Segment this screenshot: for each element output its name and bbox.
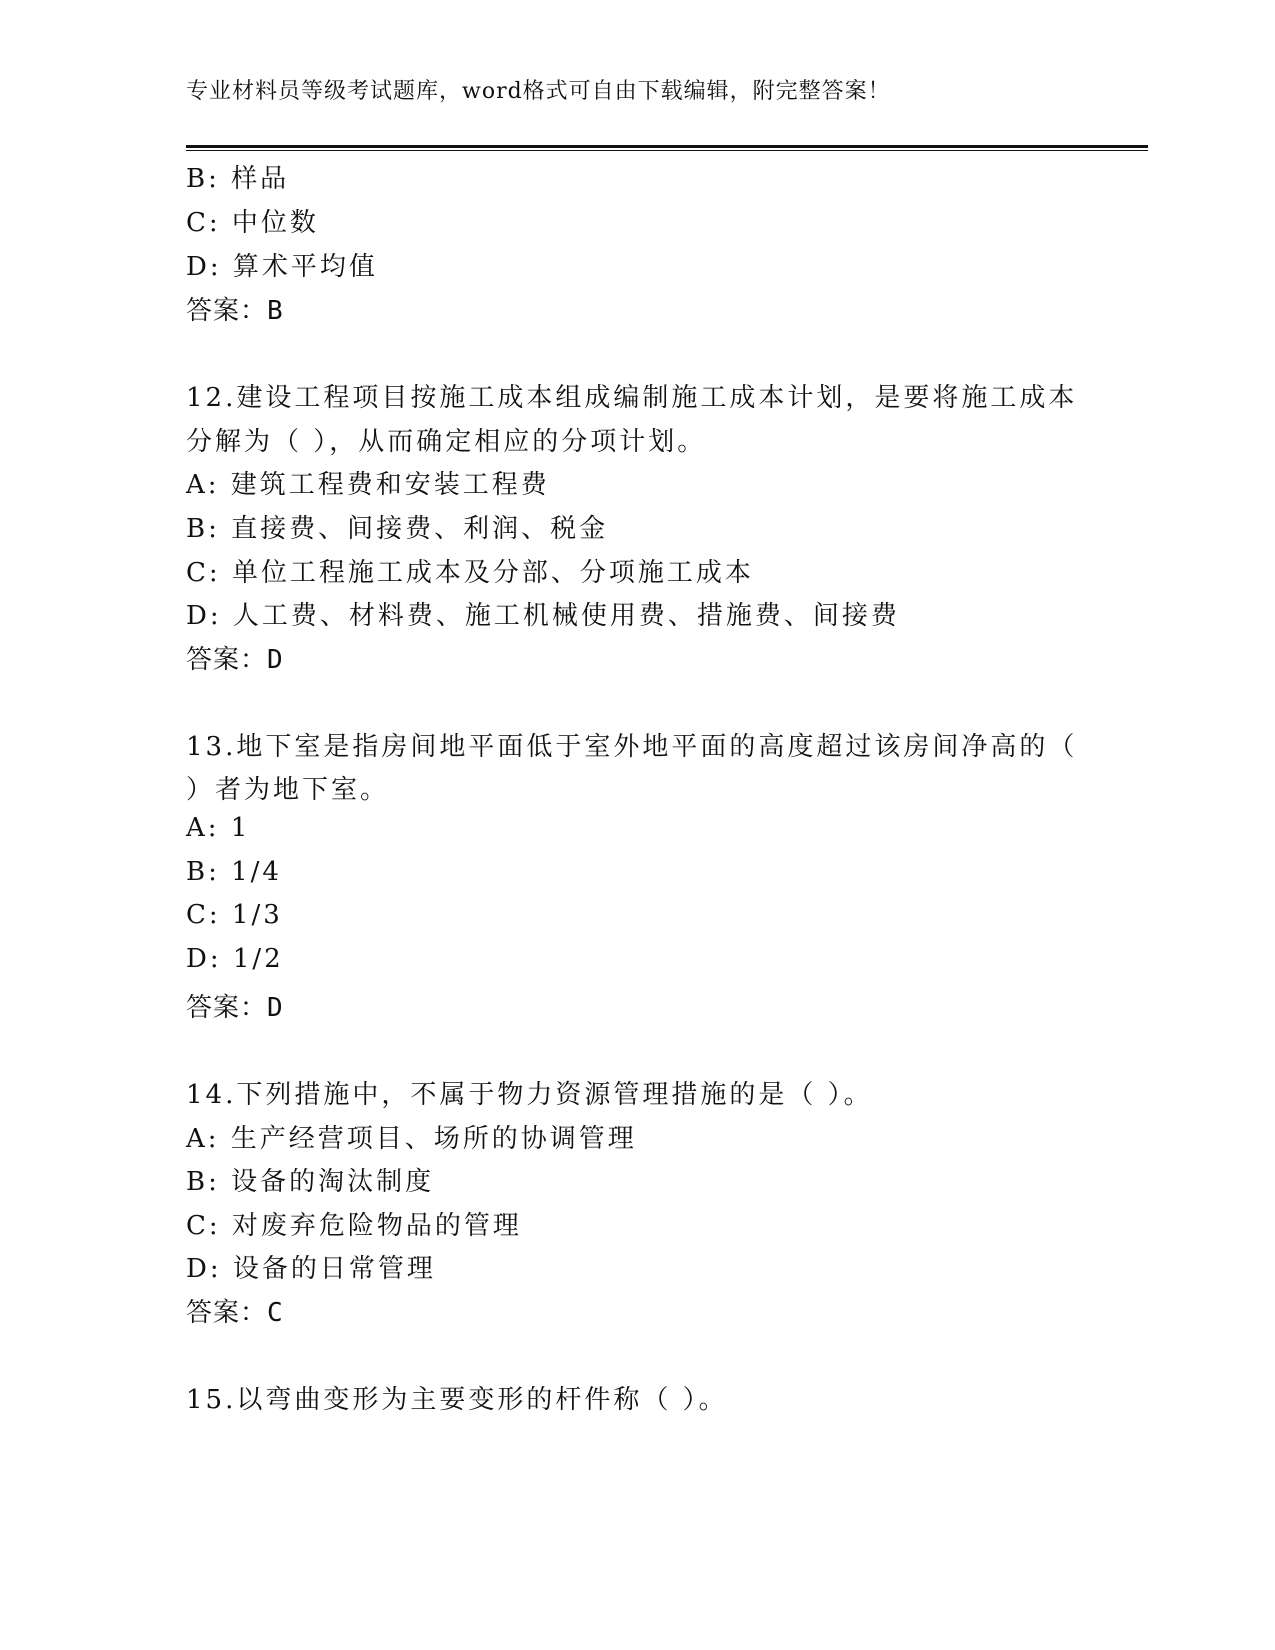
q12-option-d: D: 人工费、材料费、施工机械使用费、措施费、间接费 (186, 601, 900, 631)
q15-stem-line1: 15.以弯曲变形为主要变形的杆件称（ ）。 (186, 1385, 728, 1415)
answer-label: 答案： (186, 1298, 268, 1328)
q13-stem-line2: ）者为地下室。 (186, 775, 390, 805)
q11-option-b: B: 样品 (186, 164, 290, 194)
header-rule-thick (186, 145, 1148, 148)
q12-option-c: C: 单位工程施工成本及分部、分项施工成本 (186, 558, 754, 588)
answer-value: D (267, 993, 284, 1023)
q11-option-c: C: 中位数 (186, 208, 319, 238)
q11-answer (186, 290, 284, 327)
q12-option-b: B: 直接费、间接费、利润、税金 (186, 514, 609, 544)
q13-option-d: D: 1/2 (186, 944, 284, 974)
answer-value: C (267, 1298, 284, 1328)
q14-option-b: B: 设备的淘汰制度 (186, 1167, 435, 1197)
q14-option-d: D: 设备的日常管理 (186, 1254, 436, 1284)
q13-option-b: B: 1/4 (186, 857, 282, 887)
q12-stem-line2: 分解为（ ），从而确定相应的分项计划。 (186, 427, 707, 457)
q12-stem-line1: 12.建设工程项目按施工成本组成编制施工成本计划，是要将施工成本 (186, 383, 1078, 413)
header-rule-thin (186, 150, 1148, 151)
page-header: 专业材料员等级考试题库，word格式可自由下载编辑，附完整答案！ (186, 79, 891, 104)
q14-stem-line1: 14.下列措施中，不属于物力资源管理措施的是（ ）。 (186, 1080, 873, 1110)
q13-stem-line1: 13.地下室是指房间地平面低于室外地平面的高度超过该房间净高的（ (186, 732, 1078, 762)
answer-value: B (267, 296, 284, 326)
q13-option-a: A: 1 (186, 813, 251, 843)
q12-answer (186, 639, 284, 676)
q14-option-c: C: 对废弃危险物品的管理 (186, 1211, 522, 1241)
answer-label: 答案： (186, 993, 268, 1023)
q13-answer (186, 987, 284, 1024)
answer-label: 答案： (186, 645, 268, 675)
q14-answer (186, 1292, 284, 1329)
q14-option-a: A: 生产经营项目、场所的协调管理 (186, 1124, 637, 1154)
answer-label: 答案： (186, 296, 268, 326)
q11-option-d: D: 算术平均值 (186, 252, 378, 282)
q13-option-c: C: 1/3 (186, 900, 283, 930)
answer-value: D (267, 645, 284, 675)
q12-option-a: A: 建筑工程费和安装工程费 (186, 470, 550, 500)
